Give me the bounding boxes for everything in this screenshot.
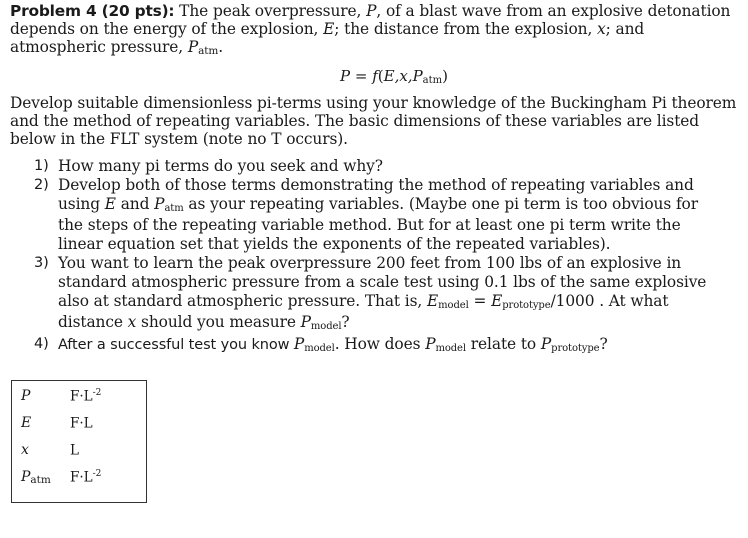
question-text: relate to [465,335,541,354]
var-e: E [323,20,335,38]
dim-var: Patm [21,469,51,486]
dim-var: P [21,388,31,404]
var-p-model: P [293,335,305,354]
var-p: P [366,2,377,20]
var-p-model: P [300,313,311,332]
intro-text: ; and atmospheric pressure, [10,20,645,56]
var-sub: prototype [551,343,600,355]
dim-unit: F·L [70,415,93,432]
var-sub: model [435,343,466,355]
question-text: = [468,291,492,310]
question-number: 1) [34,158,49,174]
question-text: as your repeating variables. (Maybe one pi term is too obvious for the steps of the repeating variable method. But for at least one pi term write the linear equation set that yields the exponents of the repeated variables). [58,194,698,254]
question-2 [0,176,718,254]
question-text: How many pi terms do you seek and why? [58,157,383,175]
question-number: 3) [34,254,49,271]
var-p-model: P [425,335,436,354]
var-e-model: E [427,291,439,310]
question-text: Develop both of those terms demonstrating the method of repeating variables and using [58,175,694,213]
var-x: x [597,20,606,38]
functional-relation [0,67,748,85]
dimensions-table [11,380,147,503]
var-patm-sub: atm [164,202,184,214]
question-number: 2) [34,176,49,193]
var-sub: prototype [502,299,551,311]
var-e-prototype: E [491,291,503,310]
intro-text: The peak overpressure, [174,2,367,20]
var-sub: model [438,299,469,311]
intro-text: ; the distance from the explosion, [334,20,598,38]
var-p-prototype: P [540,335,552,354]
question-3 [0,254,718,335]
develop-paragraph: Develop suitable dimensionless pi-terms using your knowledge of the Buckingham Pi theorem and the method of repeating variables. The basic dimensions of these variables are listed below in the FLT system (note no T occurs). [10,94,737,148]
var-x: x [127,313,137,332]
question-text: ? [599,335,608,354]
problem-heading: Problem 4 (20 pts): [10,2,175,20]
formula-lhs: P [340,67,351,85]
question-text: . How does [334,335,426,354]
var-e: E [104,194,116,213]
question-list [0,157,748,357]
var-patm: P [187,38,199,56]
question-text: /1000 . At what distance [58,291,669,332]
question-text: You want to learn the peak overpressure 200 feet from 100 lbs of an explosive in standard atmospheric pressure from a scale test using 0.1 lbs of the same explosive also at standard atmospheric pressure. That is, [58,253,707,310]
var-sub: model [310,321,342,333]
intro-text: , of a blast wave from an explosive detonation depends on the energy of the explosion, [10,2,731,38]
formula-patm: P [412,67,423,85]
question-number: 4) [34,336,49,353]
question-4 [0,335,718,357]
var-sub: model [304,343,335,355]
formula-paren: ( [377,67,384,85]
formula-f: f [372,67,378,85]
dim-unit: $F\cdot L^{-2}$ [70,469,102,486]
formula-args: E,x, [383,67,413,85]
intro-text: . [218,38,224,56]
question-text: After a successful test you know [58,337,294,354]
dim-var: E [21,415,32,431]
question-text: and [115,194,155,213]
var-patm: P [154,194,165,213]
problem-intro [10,2,740,58]
formula-paren: ) [442,67,448,85]
question-text: should you measure [136,313,301,332]
question-text: ? [341,313,350,332]
question-1 [0,157,718,176]
dim-unit: $F\cdot L^{-2}$ [70,388,102,405]
formula-eq: = [350,67,373,85]
dim-var: x [21,442,29,458]
var-patm-sub: atm [198,45,219,57]
dim-unit: L [70,442,79,459]
formula-patm-sub: atm [422,75,443,86]
